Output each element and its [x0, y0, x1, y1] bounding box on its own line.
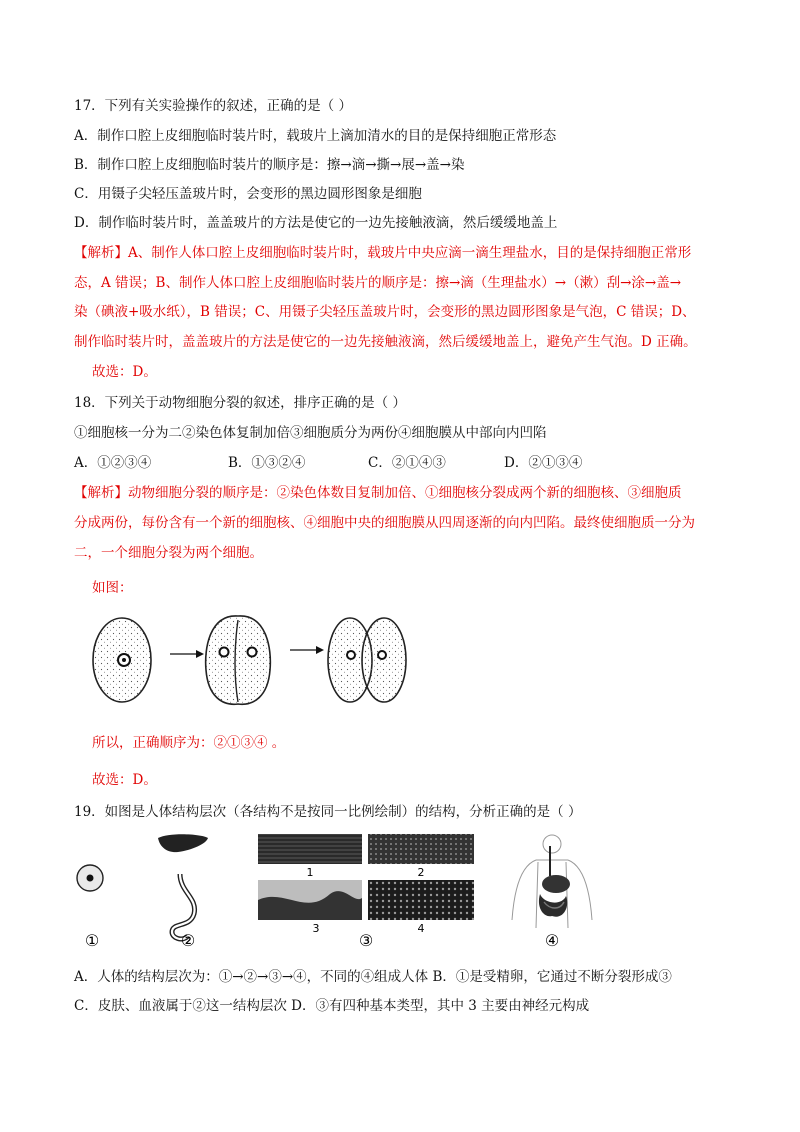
- figure-label-1: ①: [84, 931, 100, 950]
- analysis-tag: 【解析】: [74, 485, 128, 501]
- q18-option-d: D．②①③④: [504, 455, 583, 471]
- q18-answer: 故选：D。: [92, 772, 157, 788]
- q19-stem: 19．如图是人体结构层次（各结构不是按同一比例绘制）的结构，分析正确的是（ ）: [74, 804, 582, 820]
- q17-option-a: A．制作口腔上皮细胞临时装片时，载玻片上滴加清水的目的是保持细胞正常形态: [74, 128, 557, 144]
- q17-analysis-line-3: 染（碘液+吸水纸），B 错误；C、用镊子尖轻压盖玻片时，会变形的黑边圆形图象是气泡，C 错误；D、: [74, 304, 696, 320]
- q18-analysis-text-1: 动物细胞分裂的顺序是：②染色体数目复制加倍、①细胞核分裂成两个新的细胞核、③细胞质: [128, 485, 682, 501]
- stomach-icon: [172, 874, 195, 939]
- q17-analysis-line-1: [74, 243, 691, 263]
- q17-analysis-line-4: 制作临时装片时，盖盖玻片的方法是使它的一边先接触液滴，然后缓缓地盖上，避免产生气泡。D 正确。: [74, 334, 697, 350]
- tissue-label-1: 1: [306, 866, 314, 879]
- q18-option-a: A．①②③④: [74, 455, 152, 471]
- q17-analysis-line-2: 态，A 错误；B、制作人体口腔上皮细胞临时装片的顺序是：擦→滴（生理盐水）→（漱）刮→涂→盖→: [74, 275, 682, 291]
- tissue-label-2: 2: [417, 866, 425, 879]
- tissue-panels: [258, 834, 474, 920]
- q19-options-cd: C．皮肤、血液属于②这一结构层次 D．③有四种基本类型，其中 3 主要由神经元构成: [74, 998, 590, 1014]
- figure-label-2: ②: [180, 931, 196, 950]
- q18-items: ①细胞核一分为二②染色体复制加倍③细胞质分为两份④细胞膜从中部向内凹陷: [74, 425, 547, 441]
- q17-stem: 17．下列有关实验操作的叙述，正确的是（ ）: [74, 98, 352, 114]
- liver-icon: [158, 834, 208, 852]
- cell-division-figure: [88, 608, 418, 708]
- body-structure-levels-figure: [74, 832, 594, 950]
- digestive-system-icon: [512, 835, 592, 928]
- q18-option-b: B．①③②④: [228, 455, 306, 471]
- q18-analysis-line-1: [74, 483, 682, 503]
- tissue-label-4: 4: [417, 922, 425, 935]
- q18-analysis-line-2: 分成两份，每份含有一个新的细胞核、④细胞中央的细胞膜从四周逐渐的向内凹陷。最终使细胞质一分为: [74, 515, 695, 531]
- q19-options-ab: A．人体的结构层次为：①→②→③→④，不同的④组成人体 B．①是受精卵，它通过不断分裂形成③: [74, 969, 672, 985]
- fertilized-egg-cell: [77, 865, 103, 891]
- q17-option-d: D．制作临时装片时，盖盖玻片的方法是使它的一边先接触液滴，然后缓缓地盖上: [74, 215, 558, 231]
- cell-stage-1: [93, 618, 151, 702]
- q17-analysis-text-1: A、制作人体口腔上皮细胞临时装片时，载玻片中央应滴一滴生理盐水，目的是保持细胞正常形: [128, 245, 692, 261]
- arrow-icon: [290, 646, 324, 654]
- q18-options: [74, 453, 582, 473]
- q18-option-c: C．②①④③: [368, 455, 446, 471]
- figure-label-4: ④: [544, 931, 560, 950]
- tissue-label-3: 3: [312, 922, 320, 935]
- analysis-tag: 【解析】: [74, 245, 128, 261]
- figure-label-3: ③: [358, 931, 374, 950]
- q17-answer: 故选：D。: [92, 364, 157, 380]
- q17-option-c: C．用镊子尖轻压盖玻片时，会变形的黑边圆形图象是细胞: [74, 186, 422, 202]
- arrow-icon: [170, 650, 204, 658]
- q18-conclusion: 所以，正确顺序为：②①③④ 。: [92, 735, 286, 751]
- q18-figure-caption: 如图：: [92, 580, 133, 596]
- q18-stem: 18．下列关于动物细胞分裂的叙述，排序正确的是（ ）: [74, 395, 406, 411]
- cell-stage-3: [328, 618, 406, 702]
- q17-option-b: B．制作口腔上皮细胞临时装片的顺序是：擦→滴→撕→展→盖→染: [74, 157, 465, 173]
- q18-analysis-line-3: 二，一个细胞分裂为两个细胞。: [74, 545, 263, 561]
- cell-stage-2: [206, 616, 271, 704]
